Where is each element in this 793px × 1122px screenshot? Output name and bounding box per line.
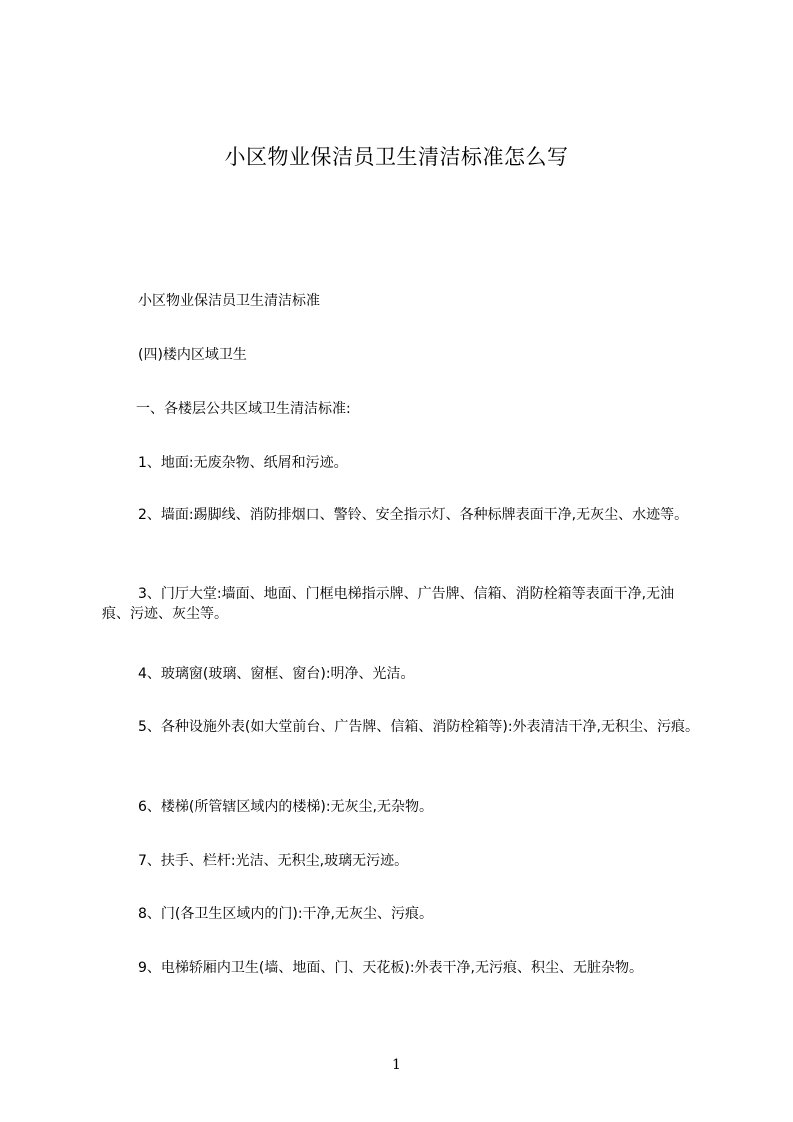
paragraph-item-7: 7、扶手、栏杆:光洁、无积尘,玻璃无污迹。 <box>138 853 409 869</box>
paragraph-section-heading: (四)楼内区域卫生 <box>138 347 247 363</box>
paragraph-item-2: 2、墙面:踢脚线、消防排烟口、警铃、安全指示灯、各种标牌表面干净,无灰尘、水迹等。 <box>138 507 689 523</box>
paragraph-item-1: 1、地面:无废杂物、纸屑和污迹。 <box>138 455 348 471</box>
paragraph-subtitle: 小区物业保洁员卫生清洁标准 <box>138 293 320 309</box>
page-number: 1 <box>392 1057 401 1073</box>
document-title: 小区物业保洁员卫生清洁标准怎么写 <box>224 145 569 169</box>
paragraph-item-4: 4、玻璃窗(玻璃、窗框、窗台):明净、光洁。 <box>138 666 415 682</box>
paragraph-standard-heading: 一、各楼层公共区域卫生清洁标准: <box>136 401 351 417</box>
paragraph-item-9: 9、电梯轿厢内卫生(墙、地面、门、天花板):外表干净,无污痕、积尘、无脏杂物。 <box>138 960 643 976</box>
paragraph-item-6: 6、楼梯(所管辖区域内的楼梯):无灰尘,无杂物。 <box>138 799 433 815</box>
paragraph-item-3: 3、门厅大堂:墙面、地面、门框电梯指示牌、广告牌、信箱、消防栓箱等表面干净,无油痕、污迹、灰尘等。 <box>102 586 675 622</box>
paragraph-item-5: 5、各种设施外表(如大堂前台、广告牌、信箱、消防栓箱等):外表清洁干净,无积尘、污痕。 <box>138 719 699 735</box>
paragraph-item-8: 8、门(各卫生区域内的门):干净,无灰尘、污痕。 <box>138 906 433 922</box>
